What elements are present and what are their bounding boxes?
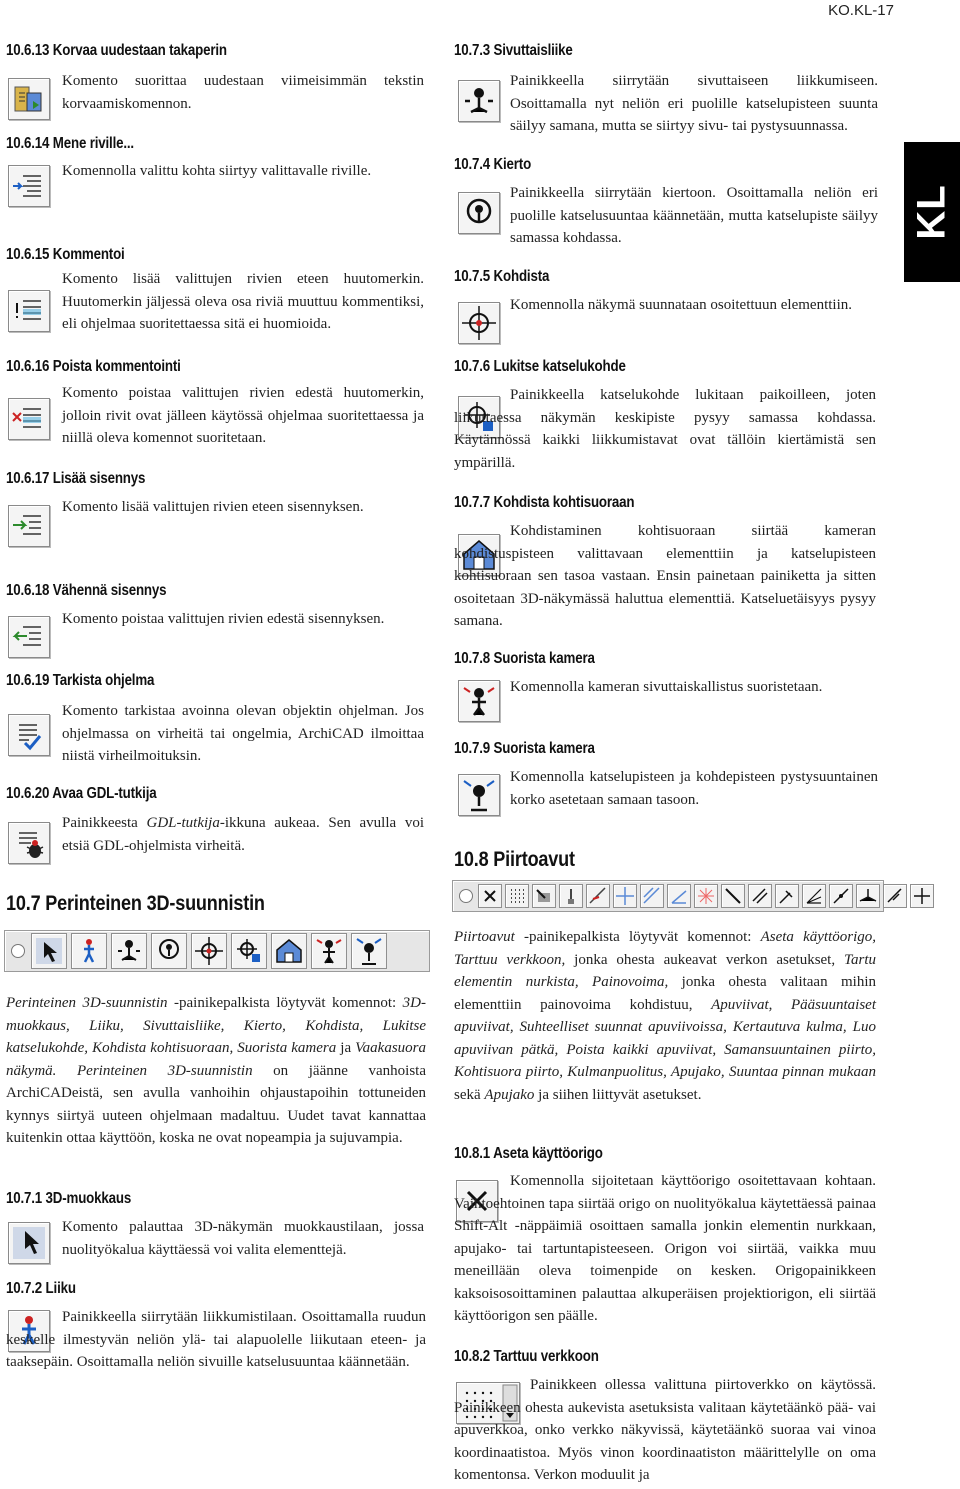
gdl-debugger-icon (8, 822, 50, 864)
heading-10-8-2: 10.8.2 Tarttuu verkkoon (454, 1348, 599, 1365)
tb-main-guides-icon[interactable] (613, 884, 637, 908)
heading-10-6-13: 10.6.13 Korvaa uudestaan takaperin (6, 42, 227, 59)
heading-10-7-5: 10.7.5 Kohdista (454, 268, 550, 285)
tb-orbit-icon[interactable] (151, 933, 187, 969)
tb-guide-segment-icon[interactable] (694, 884, 718, 908)
text-10-7: Perinteinen 3D-suunnistin -painikepalkista löytyvät komennot: 3D-muokkaus, Liiku, Sivuttaisliike, Kierto, Kohdista, Lukitse katselukohde, Kohdista kohtisuoraan, Suorista kamera ja Vaakasuora näkymä. Perinteinen 3D-suunnistin on jäänne vanhoista ArchiCADeistä, sen avulla vanhoihin ohjaustapoihin tottuneiden kynnys siirtyä uuteen ohjelmaan madaltuu. Uudet tavat kannattaa kuitenkin ottaa käyttöön, koska ne ovat nopeampia ja sujuvampia. (6, 995, 426, 1146)
tb-walk-icon[interactable] (71, 933, 107, 969)
heading-10-7-1: 10.7.1 3D-muokkaus (6, 1190, 132, 1207)
drawing-aids-toolbar (452, 880, 884, 912)
tb-perpendicular-icon[interactable] (775, 884, 799, 908)
orbit-icon (458, 192, 500, 234)
heading-10-6-18: 10.6.18 Vähennä sisennys (6, 582, 167, 599)
text-10-6-20: Painikkeesta GDL-tutkija-ikkuna aukeaa. Sen avulla voi etsiä GDL-ohjelmista virheitä. (62, 815, 424, 854)
heading-10-7-7: 10.7.7 Kohdista kohtisuoraan (454, 494, 635, 511)
heading-10-8: 10.8 Piirtoavut (454, 848, 575, 871)
replace-backward-icon (8, 78, 50, 120)
tb-pan-icon[interactable] (111, 933, 147, 969)
heading-10-7-4: 10.7.4 Kierto (454, 156, 532, 173)
heading-10-7-3: 10.7.3 Sivuttaisliike (454, 42, 573, 59)
heading-10-7-8: 10.7.8 Suorista kamera (454, 650, 595, 667)
level-camera-icon (458, 774, 500, 816)
heading-10-6-14: 10.6.14 Mene riville... (6, 135, 134, 152)
text-10-7-4: Painikkeella siirrytään kiertoon. Osoittamalla neliön eri puolille katselusuuntaa käännetään, mutta katselupiste säilyy samassa kohdassa. (510, 185, 878, 246)
comment-lines-icon (8, 290, 50, 332)
text-10-7-3: Painikkeella siirrytään sivuttaiseen liikkumiseen. Osoittamalla nyt neliön eri puolille katselupisteen suunta säilyy samana, mutta se siirtyy sivu- tai pystysuunnassa. (510, 73, 878, 134)
text-10-8-1: Komennolla sijoitetaan käyttöorigo osoitettavaan kohtaan. Vaihtoehtoinen tapa siirtää origo on nuolityökalua käytettäessä painaa Shift-Alt -näppäimiä osoittaen samalla jonkin elementin nurkkaan, apujako- tai tartuntapisteeseen. Origon voi siirtää, vaikka muu meneillään oleva toimenpide on kesken. Origopainikkeen kaksoisosoittaminen palauttaa alkuperäisen projektiorigon, eli siirtää käyttöorigon sen päälle. (454, 1173, 876, 1324)
text-10-7-5: Komennolla näkymä suunnataan osoitettuun elementtiin. (510, 297, 853, 313)
heading-10-6-17: 10.6.17 Lisää sisennys (6, 470, 146, 487)
text-10-6-17: Komento lisää valittujen rivien eteen sisennyksen. (62, 499, 364, 515)
heading-10-6-16: 10.6.16 Poista kommentointi (6, 358, 181, 375)
page-number: KO.KL-17 (828, 2, 894, 19)
heading-10-6-19: 10.6.19 Tarkista ohjelma (6, 672, 155, 689)
tb-snap-corners-icon[interactable] (532, 884, 556, 908)
tb-repeat-angle-icon[interactable] (667, 884, 691, 908)
tb-snap-grid-icon[interactable] (505, 884, 529, 908)
text-10-6-16: Komento poistaa valittujen rivien edestä huutomerkin, jolloin rivit ovat jälleen käytössä ohjelmaa suoritettaessa ja niillä oleva komennot suoritetaan. (62, 385, 424, 446)
text-10-7-2: Painikkeella siirrytään liikkumistilaan. Osoittamalla ruudun keskelle ilmestyvän neliön ylä- tai alapuolelle liikutaan eteen- ja taaksepäin. Osoittamalla neliön sivuille katselusuuntaa käännetään. (6, 1309, 426, 1370)
tb-relative-guides-icon[interactable] (640, 884, 664, 908)
go-to-line-icon (8, 165, 50, 207)
tb-divide-icon[interactable] (829, 884, 853, 908)
navigator-toolbar (4, 930, 430, 972)
text-10-6-13: Komento suorittaa uudestaan viimeisimmän tekstin korvaamiskomennon. (62, 73, 424, 112)
tb-parallel-icon[interactable] (748, 884, 772, 908)
tb-lock-target-icon[interactable] (231, 933, 267, 969)
heading-10-7-6: 10.7.6 Lukitse katselukohde (454, 358, 626, 375)
text-10-8-2: Painikkeen ollessa valittuna piirtoverkko on käytössä. Painikkeen ohesta aukevista asetuksista valitaan käytetäänkö pää- vai apuverkkoa, onko verkko näkyvissä, käytetäänkö suoraa vai vinoa koordinaatistoa. Myös vinon koordinaatiston määrittelylle on oma komentonsa. Verkon moduulit ja (454, 1377, 876, 1483)
tb-user-origin-icon[interactable] (478, 884, 502, 908)
aim-icon (458, 302, 500, 344)
tb-aim-icon[interactable] (191, 933, 227, 969)
heading-10-7-9: 10.7.9 Suorista kamera (454, 740, 595, 757)
tb-3d-edit-icon[interactable] (31, 933, 67, 969)
text-10-7-9: Komennolla katselupisteen ja kohdepisteen pystysuuntainen korko asetetaan samaan tasoon. (510, 769, 878, 808)
toolbar-grip-icon[interactable] (459, 889, 473, 903)
tb-straighten-camera-icon[interactable] (311, 933, 347, 969)
check-script-icon (8, 714, 50, 756)
text-10-6-19: Komento tarkistaa avoinna olevan objektin ohjelman. Jos ohjelmassa on virheitä tai ongelmia, ArchiCAD ilmoittaa niistä virheilmoituksin. (62, 703, 424, 764)
text-10-7-1: Komento palauttaa 3D-näkymän muokkaustilaan, jossa nuolityökalua käyttäessä voi valita elementtejä. (62, 1219, 424, 1258)
text-10-6-14: Komennolla valittu kohta siirtyy valittavalle riville. (62, 163, 372, 179)
pan-icon (458, 80, 500, 122)
heading-10-7-2: 10.7.2 Liiku (6, 1280, 76, 1297)
text-10-7-8: Komennolla kameran sivuttaiskallistus suoristetaan. (510, 679, 823, 695)
heading-10-6-20: 10.6.20 Avaa GDL-tutkija (6, 785, 157, 802)
tb-surface-align-icon[interactable] (856, 884, 880, 908)
section-tab: KL (904, 142, 960, 282)
tb-aim-perpendicular-icon[interactable] (271, 933, 307, 969)
text-10-7-7: Kohdistaminen kohtisuoraan siirtää kameran kohdistuspisteen valittavaan elementtiin ja katselupisteen kohtisuoraan sen tasoa vastaan. Ensin painetaan painiketta ja sitten osoitetaan 3D-näkymässä haluttua elementtiä. Katseluetäisyys pysyy samana. (454, 523, 876, 629)
straighten-camera-icon (458, 680, 500, 722)
text-10-8: Piirtoavut -painikepalkista löytyvät komennot: Aseta käyttöorigo, Tarttuu verkkoon, jonka ohesta aukeavat verkon asetukset, Tartu elementin nurkista, Painovoima, jonka ohesta valitaan mihin elementtiin painovoima kohdistuu, Apuviivat, Pääsuuntaiset apuviivat, Suhteelliset suunnat apuviivoissa, Kertautuva kulma, Luo apuviivan pätkä, Poista kaikki apuviivat, Samansuuntainen piirto, Kohtisuora piirto, Kulmanpuolitus, Apujako, Suuntaa pinnan mukaan sekä Apujako ja siihen liittyvät asetukset. (454, 929, 877, 1103)
3d-edit-icon (8, 1222, 50, 1264)
heading-10-7: 10.7 Perinteinen 3D-suunnistin (6, 892, 265, 915)
text-10-7-6: Painikkeella katselukohde lukitaan paikoilleen, joten liikuttaessa näkymän keskipiste pysyy samassa kohdassa. Käytännössä kaikki liikkumistavat ovat tällöin kiertämistä sen ympärillä. (454, 387, 876, 471)
text-10-6-15: Komento lisää valittujen rivien eteen huutomerkin. Huutomerkin jäljessä oleva osa riviä muuttuu kommentiksi, eli ohjelmaa suoritettaessa sitä ei huomioida. (62, 271, 424, 332)
tb-gravity-icon[interactable] (559, 884, 583, 908)
increase-indent-icon (8, 505, 50, 547)
toolbar-grip-icon[interactable] (11, 944, 25, 958)
tb-remove-guides-icon[interactable] (721, 884, 745, 908)
tb-level-camera-icon[interactable] (351, 933, 387, 969)
heading-10-8-1: 10.8.1 Aseta käyttöorigo (454, 1145, 603, 1162)
tb-bisector-icon[interactable] (802, 884, 826, 908)
tb-special-snap-icon[interactable] (883, 884, 907, 908)
text-10-6-18: Komento poistaa valittujen rivien edestä sisennyksen. (62, 611, 385, 627)
heading-10-6-15: 10.6.15 Kommentoi (6, 246, 125, 263)
tb-snap-options-icon[interactable] (910, 884, 934, 908)
decrease-indent-icon (8, 616, 50, 658)
tb-guide-lines-icon[interactable] (586, 884, 610, 908)
uncomment-lines-icon (8, 398, 50, 440)
